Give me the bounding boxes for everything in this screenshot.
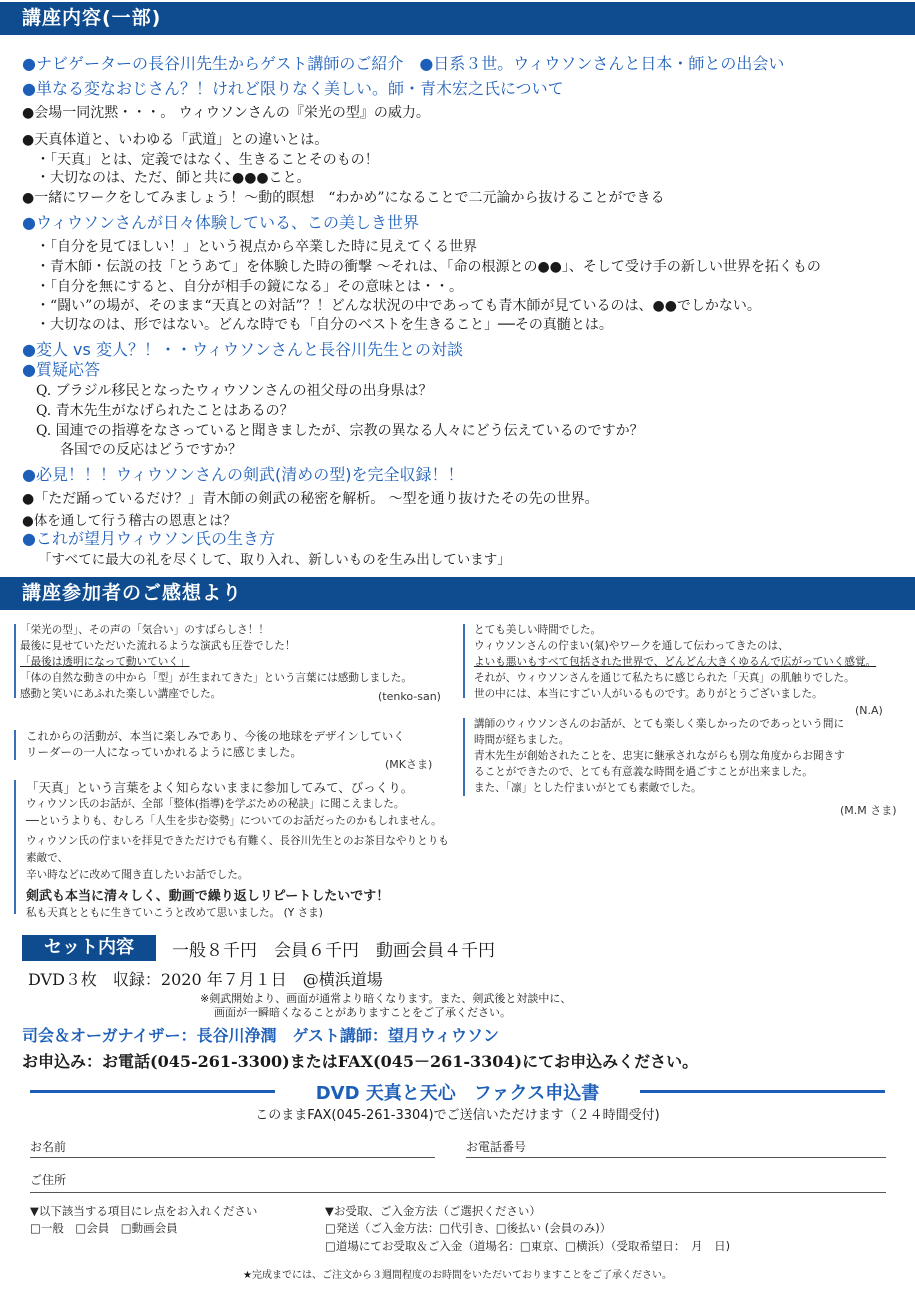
comment-signature: (N.A) xyxy=(855,704,883,717)
section-header-course-content: 講座内容(一部) xyxy=(0,2,915,35)
comment-signature: (tenko-san) xyxy=(378,690,441,703)
list-item: ●「ただ踊っているだけ？」青木師の剣武の秘密を解析。 〜型を通り抜けたその先の世界。 xyxy=(22,491,599,507)
phone-field[interactable] xyxy=(466,1157,886,1158)
list-item: 各国での反応はどうですか？ xyxy=(60,442,242,458)
comment-signature: (MKさま) xyxy=(385,758,433,771)
address-label: ご住所 xyxy=(30,1173,67,1187)
comment-3: これからの活動が、本当に楽しみであり、今後の地球をデザインしていく リーダーの一人になっていかれるように感じました。 xyxy=(26,729,405,759)
set-note: ※剣武開始より、画面が通常より暗くなります。また、剣武後と対談中に、 xyxy=(200,992,572,1005)
list-item: Q. 国連での指導をなさっていると聞きましたが、宗教の異なる人々にどう伝えているのですか？ xyxy=(36,423,644,439)
name-label: お名前 xyxy=(30,1140,67,1154)
fax-form-subtitle: このままFAX(045-261-3304)でご送信いただけます（２４時間受付) xyxy=(255,1108,660,1123)
list-item: ・「自分を無にすると、自分が相手の鏡になる」その意味とは・・。 xyxy=(36,279,463,295)
comment-divider xyxy=(463,718,465,796)
receive-option-dojo[interactable]: □道場にてお受取＆ご入金（道場名：□東京、□横浜）（受取希望日： 月 日) xyxy=(325,1239,731,1253)
check-title: ▼以下該当する項目にレ点をお入れください xyxy=(30,1204,258,1218)
receive-title: ▼お受取、ご入金方法（ご選択ください） xyxy=(325,1204,541,1218)
list-item: ・“闘い”の場が、そのまま“天真との対話”？！どんな状況の中であっても青木師が見ているのは、●●でしかない。 xyxy=(36,298,761,314)
apply-info: お申込み：お電話(045-261-3300)またはFAX(045－261-3304)にてお申込みください。 xyxy=(22,1052,699,1071)
name-field[interactable] xyxy=(30,1157,435,1158)
list-item: ●体を通して行う稽古の恩恵とは？ xyxy=(22,513,237,529)
list-item: ・「自分を見てほしい！」という視点から卒業した時に見えてくる世界 xyxy=(36,239,477,255)
comment-1: 「栄光の型」、その声の「気合い」のすばらしさ！！ 最後に見せていただいた流れるような演武も圧巻でした！ 「最後は透明になって動いていく」 「体の自然な動きの中から「型」が生まれてきた」という言葉には感動しました。 感動と笑いにあふれた楽しい講座でした。 xyxy=(20,624,412,700)
section-header-impressions: 講座参加者のご感想より xyxy=(0,577,915,610)
comment-divider xyxy=(14,730,16,760)
phone-label: お電話番号 xyxy=(466,1140,527,1154)
comment-divider xyxy=(14,624,16,698)
comment-signature: (M.M さま) xyxy=(840,804,897,817)
list-item: 「すべてに最大の礼を尽くして、取り入れ、新しいものを生み出しています」 xyxy=(38,552,511,568)
list-item: ・青木師・伝説の技「とうあて」を体験した時の衝撃 〜それは、「命の根源との●●」、そして受け手の新しい世界を拓くもの xyxy=(36,259,821,275)
list-item: Q. ブラジル移民となったウィウソンさんの祖父母の出身県は？ xyxy=(36,383,433,399)
comment-divider xyxy=(463,624,465,698)
membership-checkboxes[interactable]: □一般 □会員 □動画会員 xyxy=(30,1221,178,1235)
list-item: ●天真体道と、いわゆる「武道」との違いとは。 xyxy=(22,132,329,148)
comment-5: 「天真」という言葉をよく知らないままに参加してみて、びっくり。 ウィウソン氏のお話が、全部「整体(指導)を学ぶための秘訣」に聞こえました。 ──というよりも、むしろ「人生を歩む姿勢」についてのお話だったのかもしれません。 ウィウソン氏の佇まいを拝見できただけでも有難く、長谷川先生とのお茶目なやりとりも素敵で、 辛い時などに改めて聞き直したいお話でした。 剣武も本当に清々しく、動画で繰り返しリピートしたいです！ 私も天真とともに生きていこうと改めて思いました。 (Y さま) xyxy=(26,780,449,919)
comment-divider xyxy=(14,780,16,914)
comment-4: 講師のウィウソンさんのお話が、とても楽しく楽しかったのであっという間に 時間が経ちました。 青木先生が創始されたことを、忠実に継承されながらも別な角度からお聞きす ることができたので、とても有意義な時間を過ごすことが出来ました。 また、「凛」とした佇まいがとても素敵でした。 xyxy=(474,718,845,794)
list-item: ●これが望月ウィウソン氏の生き方 xyxy=(22,529,276,548)
receive-option-ship[interactable]: □発送（ご入金方法：□代引き、□後払い (会員のみ)） xyxy=(325,1221,612,1235)
set-note: 画面が一瞬暗くなることがありますことをご了承ください。 xyxy=(214,1006,511,1019)
set-content-label: セット内容 xyxy=(22,935,156,961)
list-item: ●質疑応答 xyxy=(22,360,100,379)
list-item: ●必見！！！ウィウソンさんの剣武(清めの型)を完全収録！！ xyxy=(22,465,464,484)
list-item: Q. 青木先生がなげられたことはあるの？ xyxy=(36,403,294,419)
footer-note: ★完成までには、ご注文から３週間程度のお時間をいただいておりますことをご了承ください。 xyxy=(243,1270,672,1281)
list-item: ●一緒にワークをしてみましょう！〜動的瞑想 “わかめ”になることで二元論から抜けることができる xyxy=(22,190,665,206)
address-field[interactable] xyxy=(30,1192,886,1193)
fax-form-title: DVD 天真と天心 ファクス申込書 xyxy=(315,1083,600,1104)
list-item: ●単なる変なおじさん？！けれど限りなく美しい。師・青木宏之氏について xyxy=(22,79,564,98)
set-dvd-info: DVD３枚 収録：2020 年７月１日 @横浜道場 xyxy=(28,970,383,989)
list-item: ・「天真」とは、定義ではなく、生きることそのもの！ xyxy=(36,152,379,168)
list-item: ●ナビゲーターの長谷川先生からゲスト講師のご紹介 ●日系３世。ウィウソンさんと日本・師との出会い xyxy=(22,54,785,73)
list-item: ●変人 vs 変人？！・・ウィウソンさんと長谷川先生との対談 xyxy=(22,340,463,359)
list-item: ●会場一同沈黙・・・。 ウィウソンさんの『栄光の型』の威力。 xyxy=(22,105,430,121)
comment-2: とても美しい時間でした。 ウィウソンさんの佇まい(氣)やワークを通して伝わってきたのは、 よいも悪いもすべて包括された世界で、どんどん大きくゆるんで広がっていく感覚。 それが、ウィウソンさんを通じて私たちに感じられた「天真」の肌触りでした。 世の中には、本当にすごい人がいるものです。ありがとうございました。 xyxy=(474,624,877,700)
set-prices: 一般８千円 会員６千円 動画会員４千円 xyxy=(172,941,495,961)
list-item: ●ウィウソンさんが日々体験している、この美しき世界 xyxy=(22,213,420,232)
host-info: 司会＆オーガナイザー：長谷川浄潤 ゲスト講師：望月ウィウソン xyxy=(22,1026,499,1045)
list-item: ・大切なのは、ただ、師と共に●●●こと。 xyxy=(36,170,311,186)
list-item: ・大切なのは、形ではない。どんな時でも「自分のベストを生きること」──その真髄とは。 xyxy=(36,317,613,333)
